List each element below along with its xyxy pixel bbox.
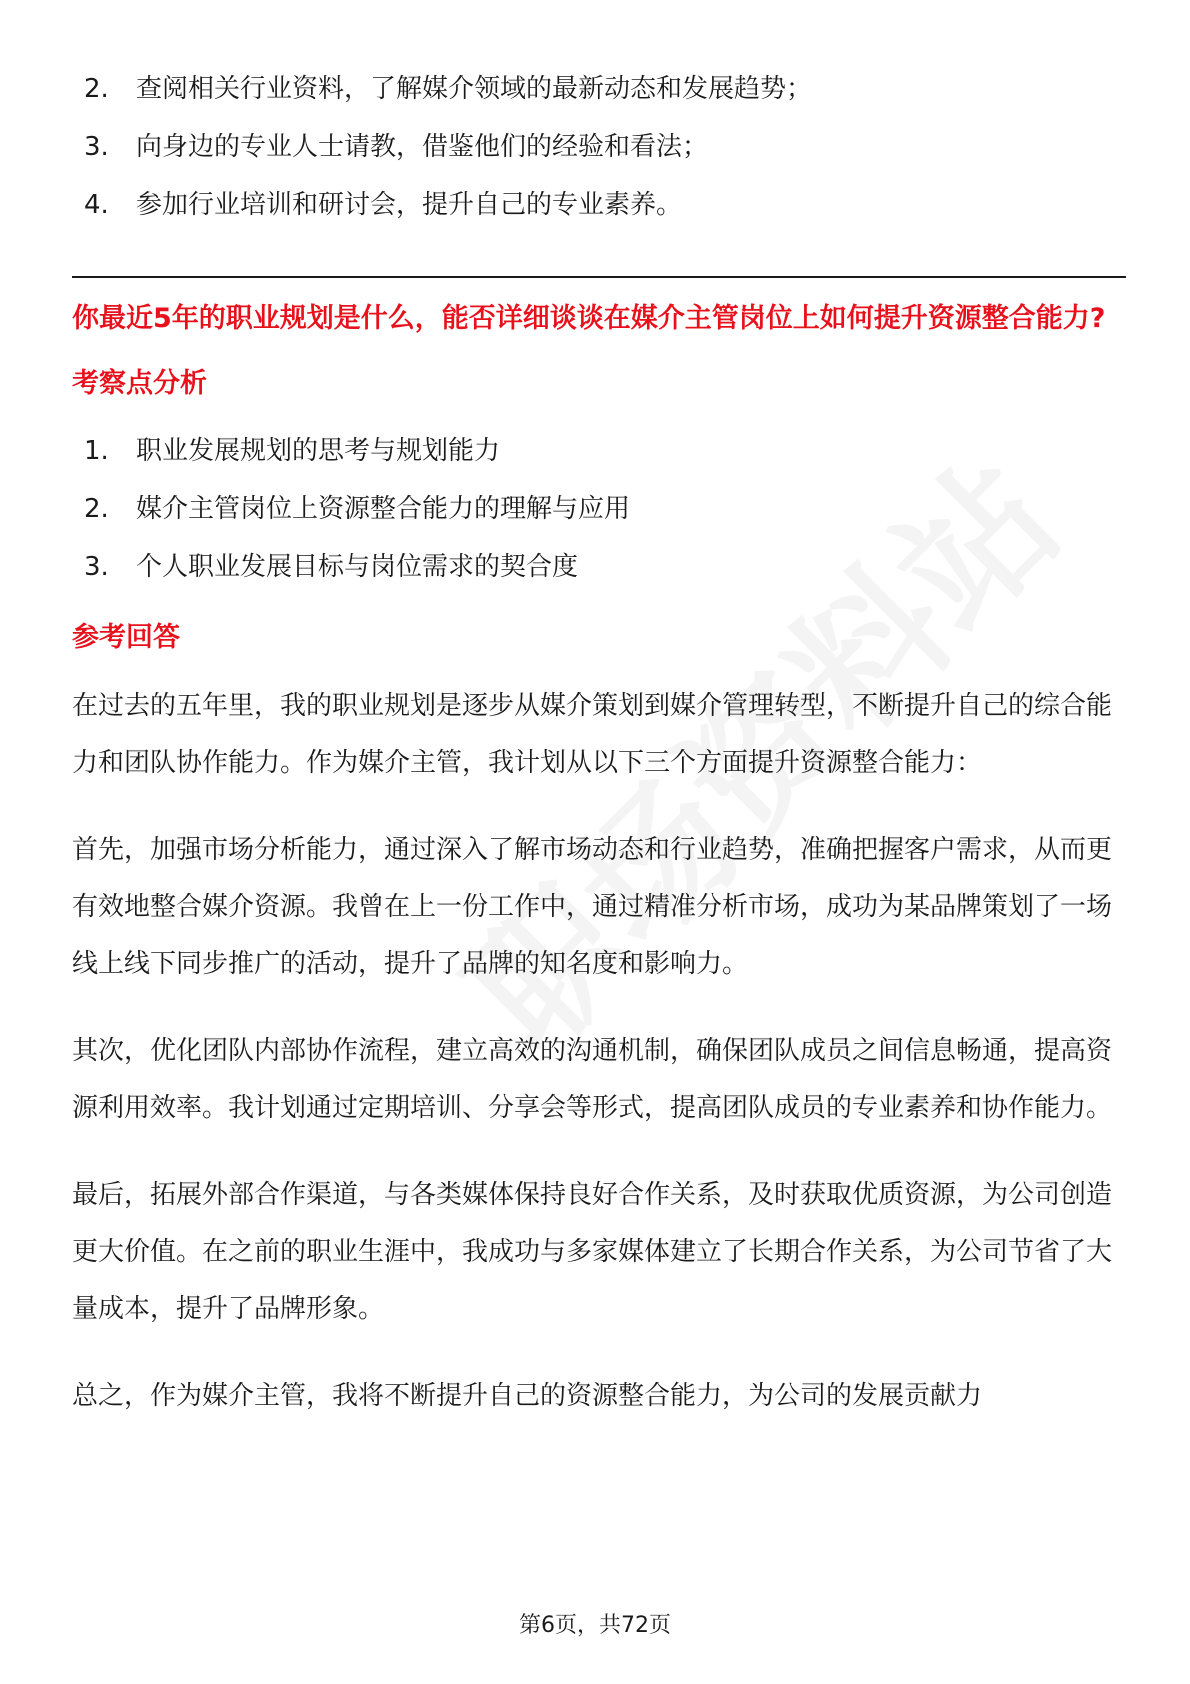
list-item-text: 查阅相关行业资料，了解媒介领域的最新动态和发展趋势；: [136, 74, 813, 104]
answer-paragraph: 首先，加强市场分析能力，通过深入了解市场动态和行业趋势，准确把握客户需求，从而更有效地整合媒介资源。我曾在上一份工作中，通过精准分析市场，成功为某品牌策划了一场线上线下同步推广的活动，提升了品牌的知名度和影响力。: [72, 835, 1113, 979]
list-item-number: 4.: [84, 190, 109, 220]
list-item-number: 3.: [84, 552, 109, 582]
list-item: [84, 118, 1126, 176]
section-divider: [72, 276, 1126, 278]
list-item-text: 职业发展规划的思考与规划能力: [136, 436, 501, 466]
list-item-text: 媒介主管岗位上资源整合能力的理解与应用: [136, 494, 631, 524]
question-title: 你最近5年的职业规划是什么，能否详细谈谈在媒介主管岗位上如何提升资源整合能力?: [72, 303, 1106, 334]
list-item: [84, 176, 1126, 234]
analysis-heading: 考察点分析: [72, 368, 207, 399]
document-page: [72, 60, 1126, 1455]
list-item-number: 1.: [84, 436, 109, 466]
list-item-number: 3.: [84, 132, 109, 162]
list-item: [84, 480, 1126, 538]
top-numbered-list: [72, 60, 1126, 234]
answer-paragraph: 其次，优化团队内部协作流程，建立高效的沟通机制，确保团队成员之间信息畅通，提高资源利用效率。我计划通过定期培训、分享会等形式，提高团队成员的专业素养和协作能力。: [72, 1036, 1113, 1123]
list-item-number: 2.: [84, 494, 109, 524]
page-number-footer: 第6页，共72页: [519, 1613, 671, 1638]
list-item-number: 2.: [84, 74, 109, 104]
list-item-text: 向身边的专业人士请教，借鉴他们的经验和看法；: [136, 132, 709, 162]
answer-paragraph: 最后，拓展外部合作渠道，与各类媒体保持良好合作关系，及时获取优质资源，为公司创造更大价值。在之前的职业生涯中，我成功与多家媒体建立了长期合作关系，为公司节省了大量成本，提升了品牌形象。: [72, 1180, 1113, 1324]
list-item-text: 个人职业发展目标与岗位需求的契合度: [136, 552, 579, 582]
list-item: [84, 422, 1126, 480]
list-item: [84, 60, 1126, 118]
answer-paragraph: 总之，作为媒介主管，我将不断提升自己的资源整合能力，为公司的发展贡献力: [72, 1381, 983, 1411]
list-item-text: 参加行业培训和研讨会，提升自己的专业素养。: [136, 190, 683, 220]
answer-paragraph: 在过去的五年里，我的职业规划是逐步从媒介策划到媒介管理转型，不断提升自己的综合能力和团队协作能力。作为媒介主管，我计划从以下三个方面提升资源整合能力：: [72, 691, 1113, 778]
analysis-list: [72, 422, 1126, 596]
list-item: [84, 538, 1126, 596]
reference-heading: 参考回答: [72, 622, 180, 653]
